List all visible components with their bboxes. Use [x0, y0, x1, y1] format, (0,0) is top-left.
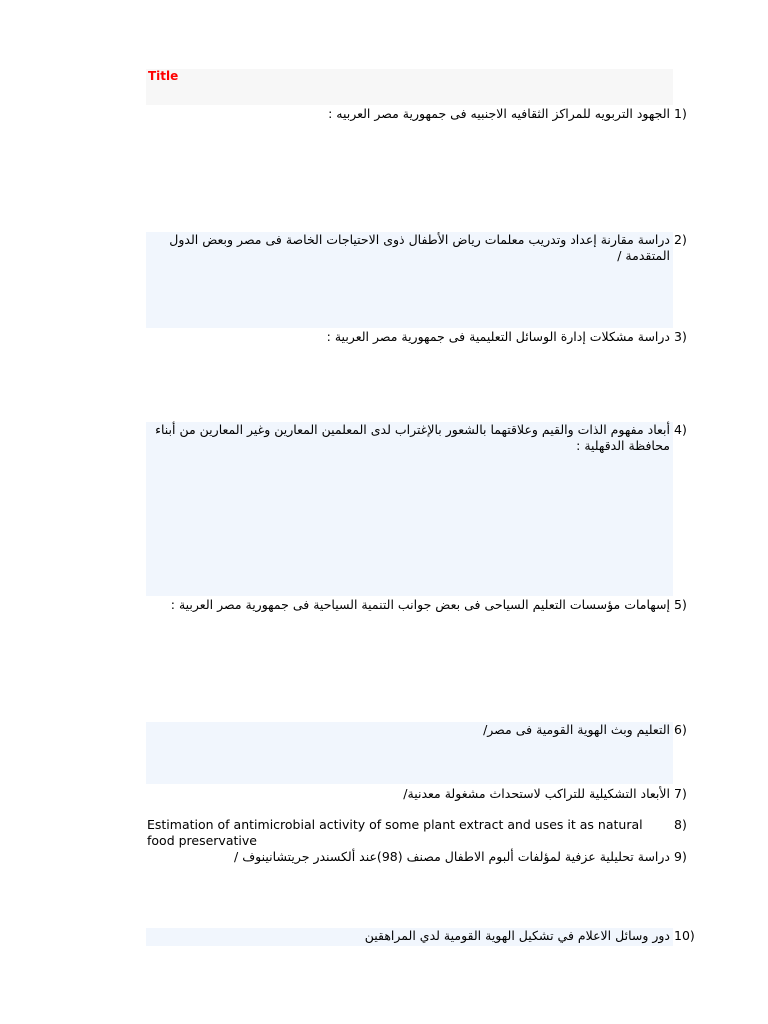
list-item — [146, 597, 687, 721]
list-item — [146, 722, 687, 784]
item-number: 4) — [674, 422, 687, 437]
item-number: 7) — [674, 786, 687, 801]
header-row — [146, 69, 673, 105]
item-title: الجهود التربويه للمراكز الثقافيه الاجنبيه فى جمهورية مصر العربيه : — [328, 106, 670, 121]
list-item — [146, 106, 687, 231]
item-number: 9) — [674, 849, 687, 864]
page-title: Title — [148, 69, 179, 83]
list-item — [146, 928, 695, 946]
item-number: 1) — [674, 106, 687, 121]
item-number: 3) — [674, 329, 687, 344]
item-title: دراسة مقارنة إعداد وتدريب معلمات رياض الأطفال ذوى الاحتياجات الخاصة فى مصر وبعض الدول المتقدمة / — [169, 232, 670, 263]
item-number: 6) — [674, 722, 687, 737]
list-item — [146, 786, 687, 816]
item-title: دور وسائل الاعلام في تشكيل الهوية القومية لدي المراهقين — [364, 928, 670, 943]
item-number: 10) — [674, 928, 695, 943]
list-item — [146, 232, 687, 328]
item-number: 5) — [674, 597, 687, 612]
item-title: دراسة مشكلات إدارة الوسائل التعليمية فى جمهورية مصر العربية : — [326, 329, 670, 344]
item-title: التعليم وبث الهوية القومية فى مصر/ — [483, 722, 670, 737]
item-number: 2) — [674, 232, 687, 247]
list-item — [146, 329, 687, 421]
item-title: الأبعاد التشكيلية للتراكب لاستحداث مشغولة معدنية/ — [403, 786, 670, 801]
item-title: Estimation of antimicrobial activity of some plant extract and uses it as natural food preservative — [147, 817, 643, 848]
list-item — [146, 817, 687, 849]
list-item — [146, 849, 687, 927]
item-title: إسهامات مؤسسات التعليم السياحى فى بعض جوانب التنمية السياحية فى جمهورية مصر العربية : — [170, 597, 670, 612]
list-item — [146, 422, 687, 596]
item-title: دراسة تحليلية عزفية لمؤلفات ألبوم الاطفال مصنف (98)عند ألكسندر جريتشانينوف / — [234, 849, 670, 864]
item-title: أبعاد مفهوم الذات والقيم وعلاقتهما بالشعور بالإغتراب لدى المعلمين المعارين وغير المعارين من أبناء محافظة الدقهلية : — [155, 422, 670, 453]
item-number: 8) — [674, 817, 687, 832]
